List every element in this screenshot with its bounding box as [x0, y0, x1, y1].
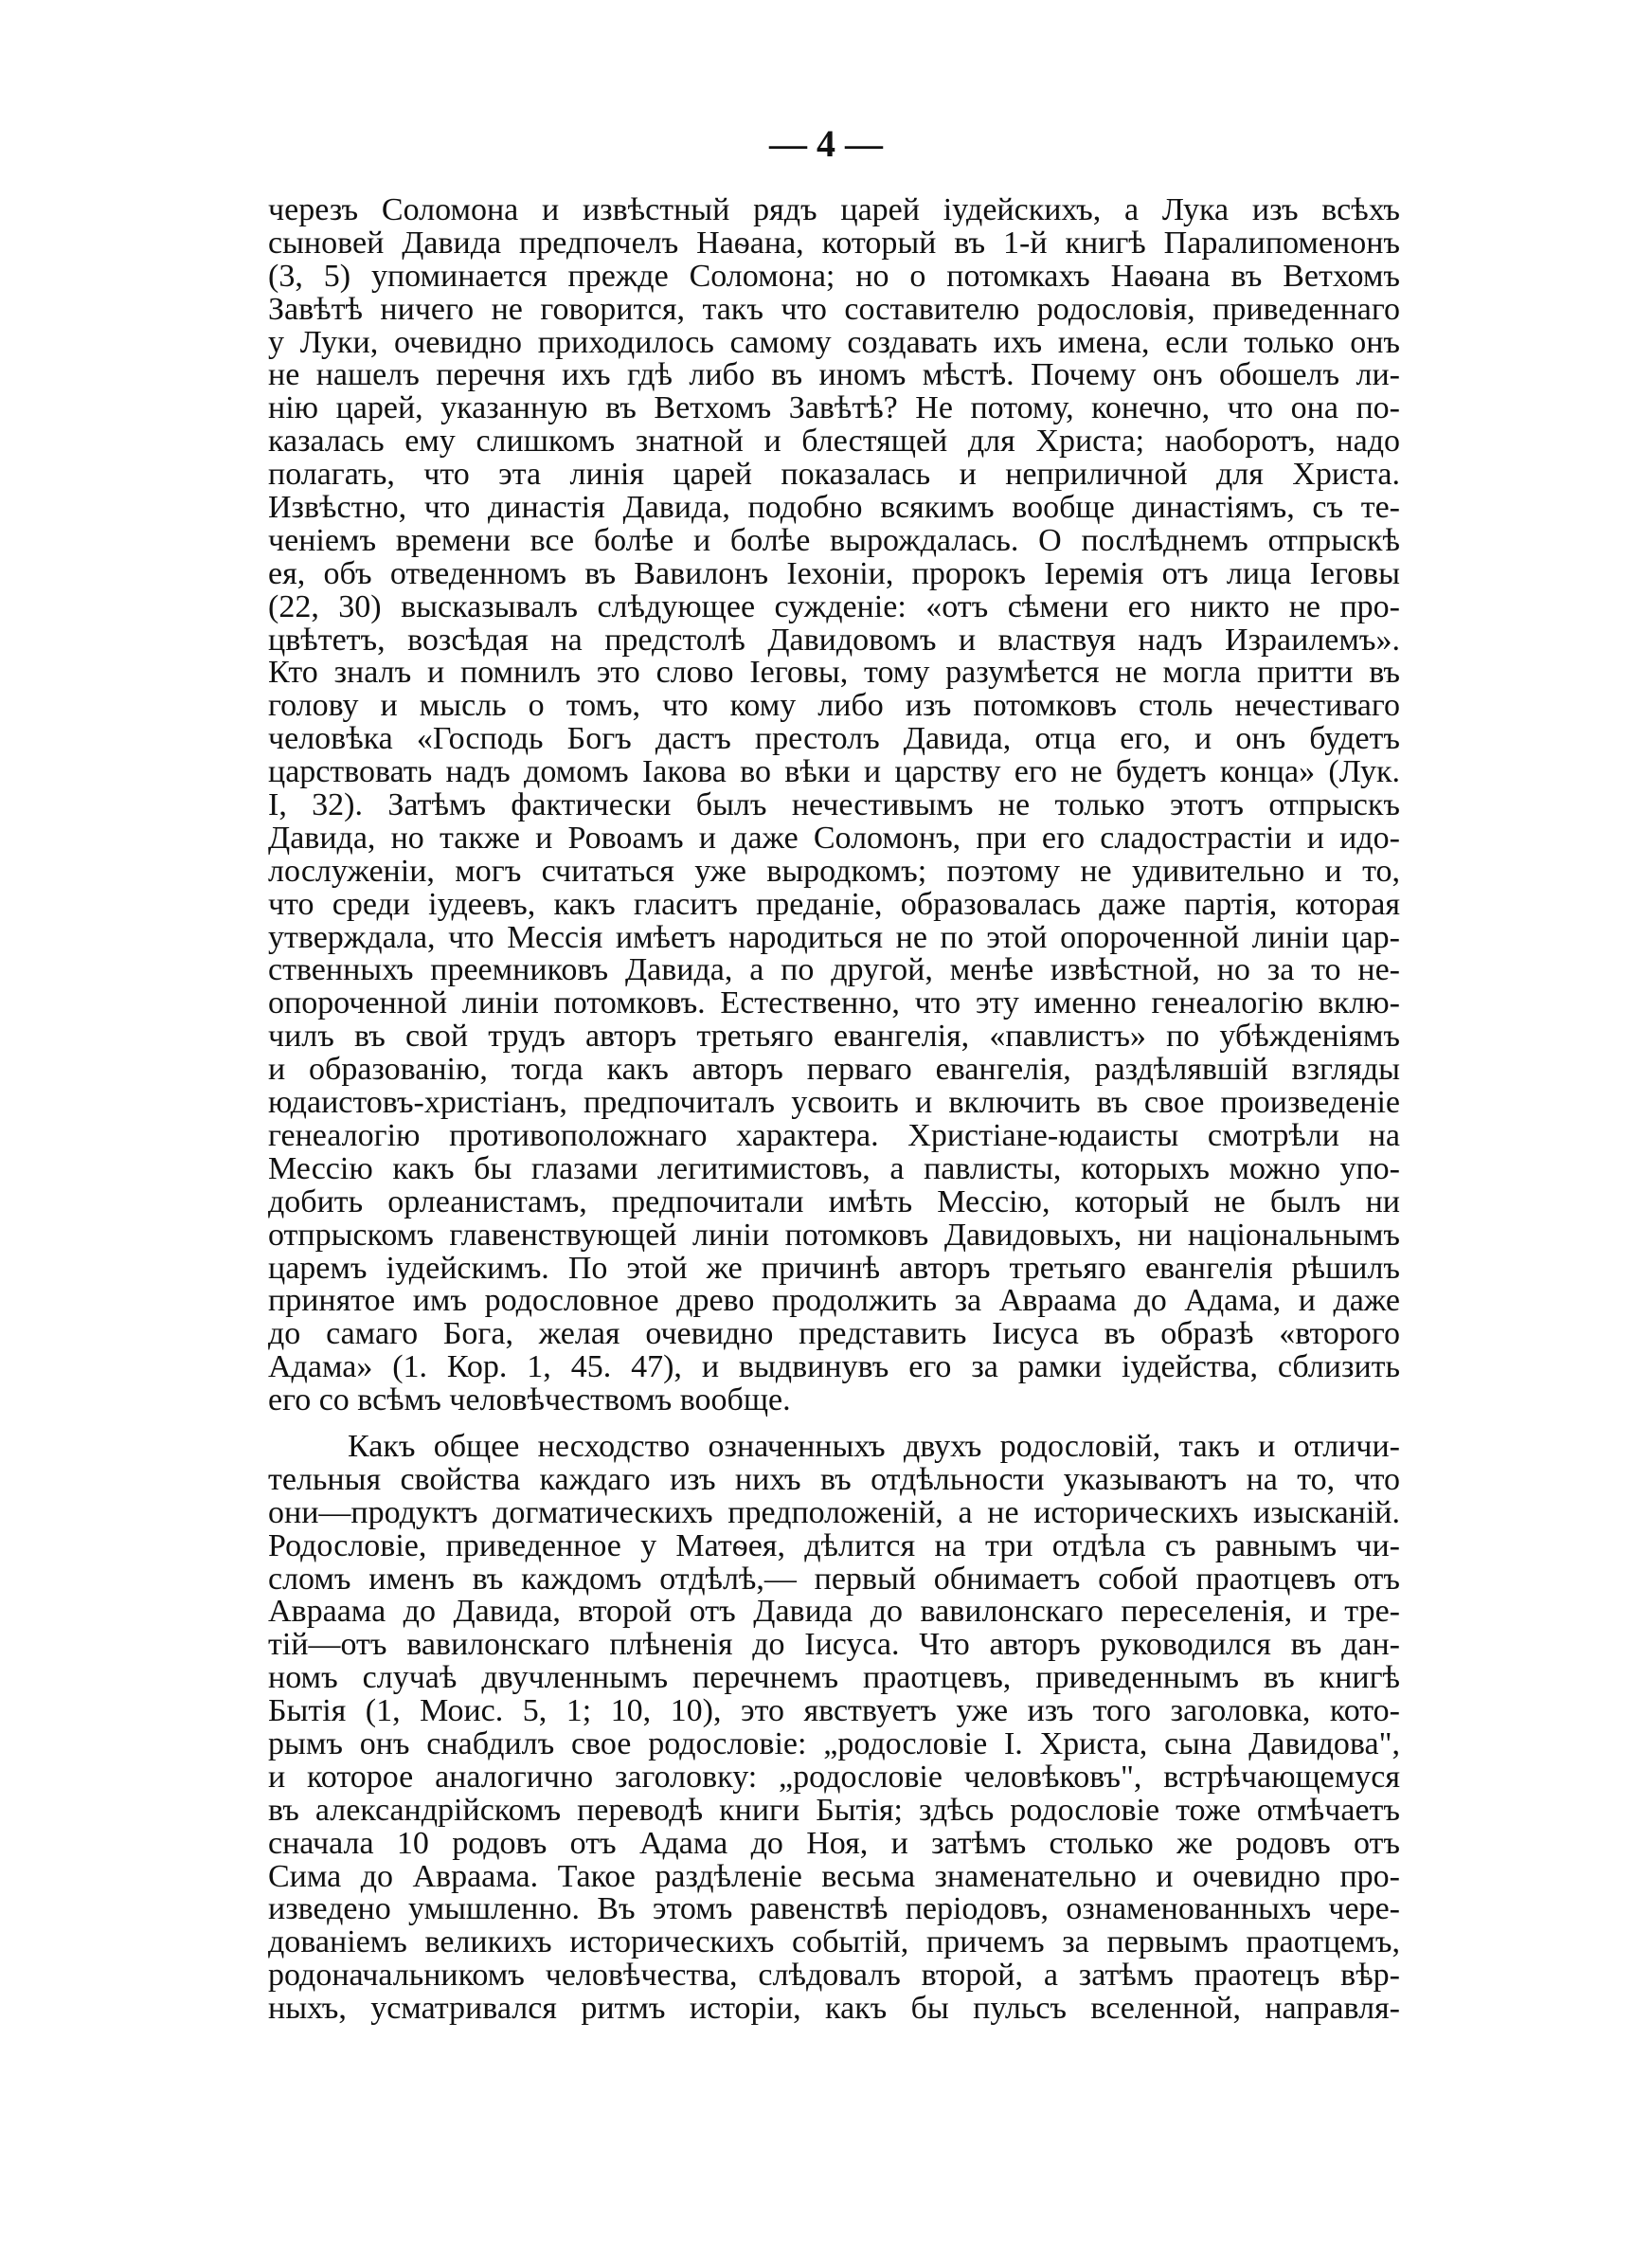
text-line: ственныхъ преемниковъ Давида, а по другой, менѣе извѣстной, но за то не-	[268, 952, 1400, 988]
text-line: ея, объ отведенномъ въ Вавилонъ Іехоніи, пророкъ Іеремія отъ лица Іеговы	[268, 555, 1400, 591]
text-line: не нашелъ перечня ихъ гдѣ либо въ иномъ мѣстѣ. Почему онъ обошелъ ли-	[268, 357, 1400, 393]
text-line: I, 32). Затѣмъ фактически былъ нечестивымъ не только этотъ отпрыскъ	[268, 787, 1400, 823]
main-text	[268, 194, 1400, 2026]
text-line: (22, 30) высказывалъ слѣдующее сужденіе: «отъ сѣмени его никто не про-	[268, 588, 1400, 624]
text-line: ныхъ, усматривался ритмъ исторіи, какъ бы пульсъ вселенной, направля-	[268, 1991, 1400, 2027]
text-line: Какъ общее несходство означенныхъ двухъ родословій, такъ и отличи-	[348, 1428, 1400, 1464]
text-line: лослуженіи, могъ считаться уже выродкомъ; поэтому не удивительно и то,	[268, 853, 1400, 889]
text-line: до самаго Бога, желая очевидно представить Іисуса въ образѣ «второго	[268, 1316, 1400, 1352]
text-line: утверждала, что Мессія имѣетъ народиться не по этой опороченной линіи цар-	[268, 919, 1400, 955]
text-line: дованіемъ великихъ историческихъ событій, причемъ за первымъ праотцемъ,	[268, 1924, 1400, 1960]
text-line: добить орлеанистамъ, предпочитали имѣть Мессію, который не былъ ни	[268, 1183, 1400, 1219]
text-line: голову и мысль о томъ, что кому либо изъ потомковъ столь нечестиваго	[268, 688, 1400, 724]
text-line: что среди іудеевъ, какъ гласитъ преданіе, образовалась даже партія, которая	[268, 886, 1400, 922]
text-line: Сима до Авраама. Такое раздѣленіе весьма знаменательно и очевидно про-	[268, 1858, 1400, 1894]
text-line: юдаистовъ-христіанъ, предпочиталъ усвоить и включить въ свое произведеніе	[268, 1085, 1400, 1121]
text-line: царемъ іудейскимъ. По этой же причинѣ авторъ третьяго евангелія рѣшилъ	[268, 1250, 1400, 1286]
text-line: чилъ въ свой трудъ авторъ третьяго евангелія, «павлистъ» по убѣжденіямъ	[268, 1019, 1400, 1055]
text-line: Давида, но также и Ровоамъ и даже Соломонъ, при его сладострастіи и идо-	[268, 820, 1400, 856]
page-number: — 4 —	[769, 122, 883, 165]
text-line: нію царей, указанную въ Ветхомъ Завѣтѣ? Не потому, конечно, что она по-	[268, 390, 1400, 426]
text-line: въ александрійскомъ переводѣ книги Бытія; здѣсь родословіе тоже отмѣчаетъ	[268, 1792, 1400, 1828]
text-line: Родословіе, приведенное у Матѳея, дѣлится на три отдѣла съ равнымъ чи-	[268, 1527, 1400, 1563]
text-line: генеалогію противоположнаго характера. Христіане-юдаисты смотрѣли на	[268, 1117, 1400, 1153]
text-line: тельныя свойства каждаго изъ нихъ въ отдѣльности указываютъ на то, что	[268, 1461, 1400, 1497]
text-line: Завѣтѣ ничего не говорится, такъ что составителю родословія, приведеннаго	[268, 291, 1400, 327]
text-line: Бытія (1, Моис. 5, 1; 10, 10), это явствуетъ уже изъ того заголовка, кото-	[268, 1693, 1400, 1729]
text-line: и которое аналогично заголовку: „родословіе человѣковъ", встрѣчающемуся	[268, 1759, 1400, 1795]
text-line: опороченной линіи потомковъ. Естественно, что эту именно генеалогію вклю-	[268, 985, 1400, 1021]
text-line: цвѣтетъ, возсѣдая на предстолѣ Давидовомъ и властвуя надъ Израилемъ».	[268, 622, 1400, 658]
text-line: черезъ Соломона и извѣстный рядъ царей іудейскихъ, а Лука изъ всѣхъ	[268, 192, 1400, 227]
text-line: Мессію какъ бы глазами легитимистовъ, а павлисты, которыхъ можно упо-	[268, 1150, 1400, 1186]
text-line: номъ случаѣ двучленнымъ перечнемъ праотцевъ, приведеннымъ въ книгѣ	[268, 1660, 1400, 1696]
text-line: (3, 5) упоминается прежде Соломона; но о потомкахъ Наѳана въ Ветхомъ	[268, 258, 1400, 294]
text-line: человѣка «Господь Богъ дастъ престолъ Давида, отца его, и онъ будетъ	[268, 721, 1400, 757]
paragraph-2	[268, 1428, 1400, 2027]
text-line: Извѣстно, что династія Давида, подобно всякимъ вообще династіямъ, съ те-	[268, 490, 1400, 526]
text-line: рымъ онъ снабдилъ свое родословіе: „родословіе І. Христа, сына Давидова",	[268, 1725, 1400, 1761]
text-line: Кто зналъ и помнилъ это слово Іеговы, тому разумѣется не могла притти въ	[268, 655, 1400, 691]
text-line: полагать, что эта линія царей показалась и неприличной для Христа.	[268, 457, 1400, 493]
text-line: его со всѣмъ человѣчествомъ вообще.	[268, 1382, 791, 1418]
paragraph-1	[268, 194, 1400, 1417]
text-line: царствовать надъ домомъ Іакова во вѣки и царству его не будетъ конца» (Лук.	[268, 754, 1400, 790]
text-line: сломъ именъ въ каждомъ отдѣлѣ,— первый обнимаетъ собой праотцевъ отъ	[268, 1561, 1400, 1597]
text-line: ченіемъ времени все болѣе и болѣе вырождалась. О послѣднемъ отпрыскѣ	[268, 522, 1400, 558]
text-line: изведено умышленно. Въ этомъ равенствѣ періодовъ, ознаменованныхъ чере-	[268, 1891, 1400, 1927]
text-line: родоначальникомъ человѣчества, слѣдовалъ второй, а затѣмъ праотецъ вѣр-	[268, 1958, 1400, 1994]
text-line: тій—отъ вавилонскаго плѣненія до Іисуса. Что авторъ руководился въ дан-	[268, 1627, 1400, 1663]
text-line: и образованію, тогда какъ авторъ перваго евангелія, раздѣлявшій взгляды	[268, 1052, 1400, 1088]
text-line: Адама» (1. Кор. 1, 45. 47), и выдвинувъ его за рамки іудейства, сблизить	[268, 1349, 1400, 1385]
text-line: принятое имъ родословное древо продолжить за Авраама до Адама, и даже	[268, 1283, 1400, 1319]
text-line: отпрыскомъ главенствующей линіи потомковъ Давидовыхъ, ни національнымъ	[268, 1217, 1400, 1253]
text-line: Авраама до Давида, второй отъ Давида до вавилонскаго переселенія, и тре-	[268, 1594, 1400, 1630]
text-line: у Луки, очевидно приходилось самому создавать ихъ имена, если только онъ	[268, 324, 1400, 360]
text-line: сыновей Давида предпочелъ Наѳана, который въ 1-й книгѣ Паралипоменонъ	[268, 225, 1400, 261]
text-line: они—продуктъ догматическихъ предположеній, а не историческихъ изысканій.	[268, 1494, 1400, 1530]
text-line: казалась ему слишкомъ знатной и блестящей для Христа; наоборотъ, надо	[268, 424, 1400, 460]
text-line: сначала 10 родовъ отъ Адама до Ноя, и затѣмъ столько же родовъ отъ	[268, 1825, 1400, 1861]
